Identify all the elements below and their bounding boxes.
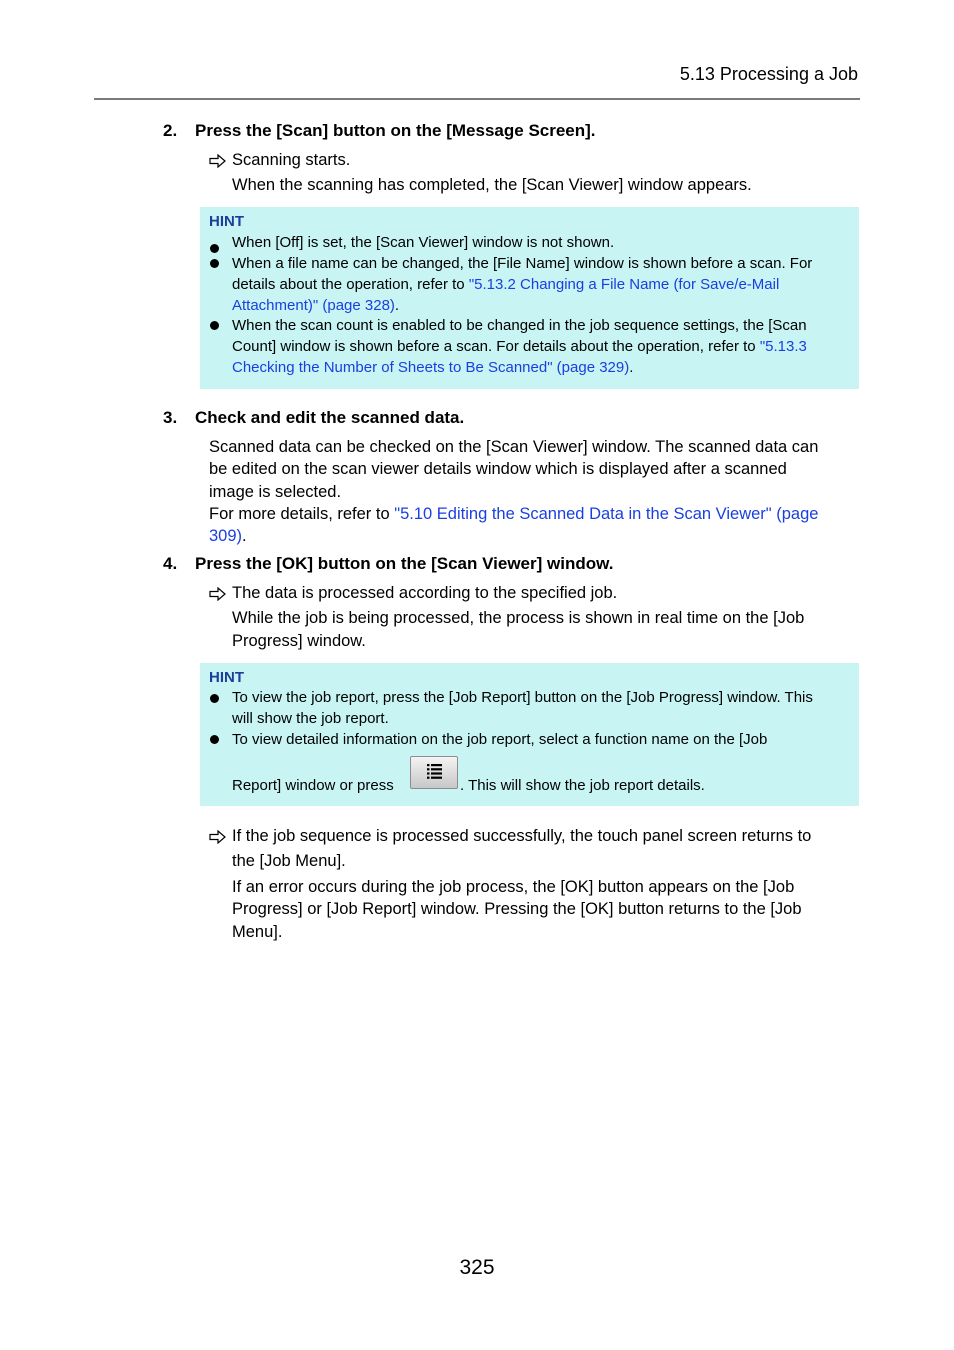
bullet-icon [210,694,219,703]
link-editing-scanned-data[interactable]: "5.10 Editing the Scanned Data in the Scan Viewer" (page [394,505,819,523]
result-detail: When the scanning has completed, the [Scan Viewer] window appears. [232,176,752,194]
link-editing-scanned-data-cont[interactable]: 309) [209,527,243,545]
step-title: Press the [Scan] button on the [Message Screen]. [195,121,596,140]
result-text: The data is processed according to the specified job. [232,584,618,602]
hint-box [200,207,859,389]
hint-title: HINT [209,213,244,230]
hint-item-line: . This will show the job report details. [460,777,705,794]
result-detail: Progress] window. [232,632,366,650]
step-number: 4. [163,554,178,573]
step-number: 3. [163,408,178,427]
hint-item-line [232,274,779,295]
hint-title: HINT [209,669,244,686]
result-detail: While the job is being processed, the process is shown in real time on the [Job [232,609,805,627]
step-title: Press the [OK] button on the [Scan Viewer] window. [195,554,614,573]
hint-item-line [232,357,633,378]
hint-item-line: When the scan count is enabled to be changed in the job sequence settings, the [Scan [232,317,807,334]
result-text: the [Job Menu]. [232,852,346,870]
hint-item-line: Report] window or press [232,777,394,794]
body-text: be edited on the scan viewer details window which is displayed after a scanned [209,460,787,478]
link-changing-file-name-cont[interactable]: Attachment)" (page 328) [232,297,395,314]
hint-text: details about the operation, refer to [232,276,469,293]
body-text: Scanned data can be checked on the [Scan Viewer] window. The scanned data can [209,438,819,456]
hint-item-line: To view detailed information on the job report, select a function name on the [Job [232,731,768,748]
hint-text: . [629,359,634,376]
list-icon [411,757,457,788]
link-checking-sheets-cont[interactable]: Checking the Number of Sheets to Be Scanned" (page 329) [232,359,630,376]
body-text [209,503,818,526]
body-text-part: For more details, refer to [209,505,395,523]
hint-item-line: When a file name can be changed, the [File Name] window is shown before a scan. For [232,255,813,272]
bullet-icon [210,259,219,268]
hint-item-line: To view the job report, press the [Job Report] button on the [Job Progress] window. This [232,689,813,706]
bullet-icon [210,321,219,330]
body-text-part: . [242,527,247,545]
result-detail: Menu]. [232,923,283,941]
result-text: If the job sequence is processed successfully, the touch panel screen returns to [232,827,812,845]
step-4-heading [163,554,613,574]
hint-box [200,663,859,806]
hint-text: . [394,297,400,314]
section-title: 5.13 Processing a Job [679,64,858,84]
result-arrow-icon [209,154,227,168]
job-report-details-button[interactable] [410,756,458,789]
hint-item-line [232,336,807,357]
header-divider [94,98,860,100]
bullet-icon [210,735,219,744]
hint-item-line: will show the job report. [232,710,389,727]
body-text [209,525,247,548]
result-arrow-icon [209,830,227,844]
step-3-heading [163,408,464,428]
step-title: Check and edit the scanned data. [195,408,465,427]
result-detail: Progress] or [Job Report] window. Pressing the [OK] button returns to the [Job [232,900,802,918]
result-text: Scanning starts. [232,151,351,169]
hint-text: Count] window is shown before a scan. For details about the operation, refer to [232,338,760,355]
link-changing-file-name[interactable]: "5.13.2 Changing a File Name (for Save/e-Mail [468,276,780,293]
bullet-icon [210,244,219,253]
result-detail: If an error occurs during the job process, the [OK] button appears on the [Job [232,878,795,896]
link-checking-sheets[interactable]: "5.13.3 [759,338,807,355]
page-number: 325 [459,1256,495,1279]
step-2-heading [163,121,596,141]
step-number: 2. [163,121,178,140]
hint-item-line [232,295,399,316]
body-text: image is selected. [209,483,342,501]
result-arrow-icon [209,587,227,601]
hint-item: When [Off] is set, the [Scan Viewer] window is not shown. [232,234,615,251]
